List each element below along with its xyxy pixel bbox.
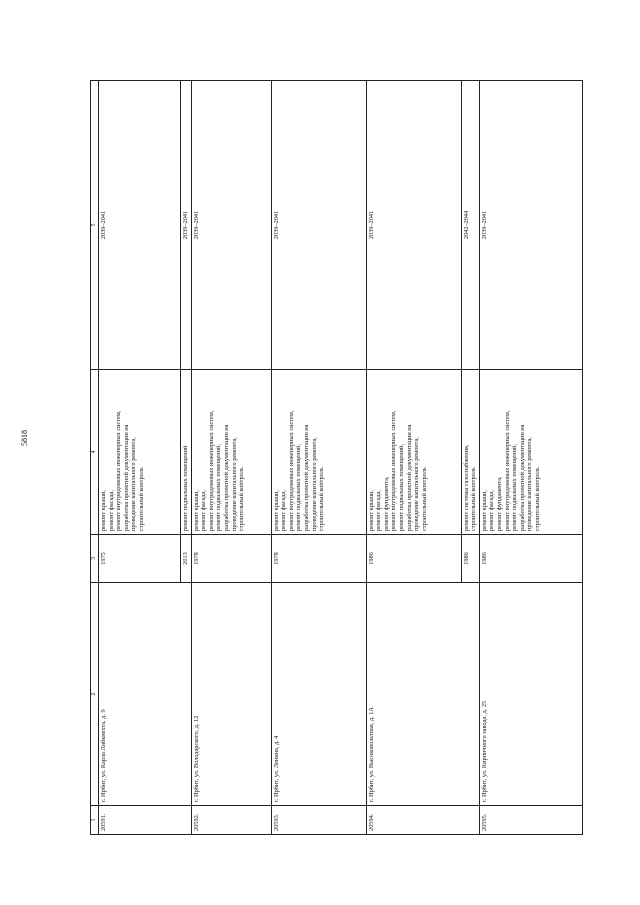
row-number: 20591. bbox=[99, 806, 192, 835]
work-item: разработка проектной документации на bbox=[405, 424, 413, 531]
work-item: ремонт внутридомовых инженерных систем, bbox=[390, 410, 398, 531]
works-list bbox=[479, 370, 582, 535]
work-item: строительный контроль bbox=[137, 467, 145, 531]
works-list bbox=[271, 370, 366, 535]
work-item: ремонт подвальных помещений bbox=[182, 445, 189, 531]
work-item: ремонт фасада, bbox=[280, 490, 288, 531]
works-list bbox=[366, 370, 461, 535]
column-number: 3 bbox=[91, 535, 99, 583]
work-item: ремонт подвальных помещений, bbox=[295, 444, 303, 531]
work-item: ремонт фасада, bbox=[488, 490, 496, 531]
table-row bbox=[99, 81, 181, 835]
work-item: ремонт фундамента, bbox=[495, 476, 503, 531]
work-item: проведение капитального ремонта, bbox=[310, 437, 318, 531]
column-number: 4 bbox=[91, 370, 99, 535]
repair-period: 2039–2041 bbox=[479, 81, 582, 370]
work-item: строительный контроль bbox=[470, 467, 478, 531]
work-item: ремонт внутридомовых инженерных систем, bbox=[503, 410, 511, 531]
works-list bbox=[99, 370, 181, 535]
work-item: разработка проектной документации на bbox=[518, 424, 526, 531]
work-item: разработка проектной документации на bbox=[302, 424, 310, 531]
work-item: ремонт крыши, bbox=[272, 489, 280, 531]
work-item: ремонт фасада, bbox=[107, 490, 115, 531]
repair-period: 2039–2041 bbox=[181, 81, 192, 370]
work-item: ремонт крыши, bbox=[480, 489, 488, 531]
work-item: разработка проектной документации на bbox=[222, 424, 230, 531]
work-item: ремонт фасада, bbox=[375, 490, 383, 531]
building-address: г. Ирбит, ул. Карла Либкнехта, д. 9 bbox=[99, 583, 192, 806]
work-item: ремонт крыши, bbox=[367, 489, 375, 531]
build-year: 1986 bbox=[366, 535, 461, 583]
work-item: проведение капитального ремонта, bbox=[230, 437, 238, 531]
work-item: проведение капитального ремонта, bbox=[130, 437, 138, 531]
row-number: 20595. bbox=[479, 806, 582, 835]
build-year: 1986 bbox=[479, 535, 582, 583]
repair-period: 2039–2041 bbox=[99, 81, 181, 370]
work-item: разработка проектной документации на bbox=[122, 424, 130, 531]
column-number-row bbox=[91, 81, 99, 835]
building-address: г. Ирбит, ул. Высоковольтная, д. 1А bbox=[366, 583, 479, 806]
table-row bbox=[366, 81, 461, 835]
work-item: строительный контроль bbox=[533, 467, 541, 531]
rotated-table-container bbox=[90, 80, 602, 835]
row-number: 20594. bbox=[366, 806, 479, 835]
work-item: ремонт системы газоснабжения, bbox=[462, 444, 470, 531]
work-item: ремонт подвальных помещений, bbox=[397, 444, 405, 531]
building-address: г. Ирбит, ул. Ленина, д. 4 bbox=[271, 583, 366, 806]
work-item: ремонт внутридомовых инженерных систем, bbox=[207, 410, 215, 531]
build-year: 1978 bbox=[271, 535, 366, 583]
row-number: 20593. bbox=[271, 806, 366, 835]
work-item: ремонт подвальных помещений, bbox=[215, 444, 223, 531]
table-row bbox=[479, 81, 582, 835]
work-item: ремонт внутридомовых инженерных систем, bbox=[115, 410, 123, 531]
repair-schedule-table bbox=[90, 80, 583, 835]
work-item: ремонт фасада, bbox=[200, 490, 208, 531]
repair-period: 2039–2041 bbox=[366, 81, 461, 370]
row-number: 20592. bbox=[191, 806, 271, 835]
column-number: 5 bbox=[91, 81, 99, 370]
build-year: 2013 bbox=[181, 535, 192, 583]
column-number: 2 bbox=[91, 583, 99, 806]
repair-period: 2039–2041 bbox=[271, 81, 366, 370]
table-row bbox=[271, 81, 366, 835]
work-item: строительный контроль bbox=[238, 467, 246, 531]
work-item: ремонт фундамента, bbox=[382, 476, 390, 531]
build-year: 1975 bbox=[99, 535, 181, 583]
work-item: строительный контроль bbox=[420, 467, 428, 531]
works-list bbox=[191, 370, 271, 535]
building-address: г. Ирбит, ул. Кирпичного завода, д. 25 bbox=[479, 583, 582, 806]
build-year: 1986 bbox=[461, 535, 479, 583]
work-item: проведение капитального ремонта, bbox=[413, 437, 421, 531]
building-address: г. Ирбит, ул. Володарского, д. 12 bbox=[191, 583, 271, 806]
work-item: ремонт внутридомовых инженерных систем, bbox=[287, 410, 295, 531]
work-item: строительный контроль bbox=[318, 467, 326, 531]
work-item: проведение капитального ремонта, bbox=[526, 437, 534, 531]
works-list bbox=[461, 370, 479, 535]
repair-period: 2042–2044 bbox=[461, 81, 479, 370]
table-row bbox=[191, 81, 271, 835]
work-item: ремонт крыши, bbox=[192, 489, 200, 531]
build-year: 1978 bbox=[191, 535, 271, 583]
repair-period: 2039–2041 bbox=[191, 81, 271, 370]
work-item: ремонт крыши, bbox=[100, 489, 107, 531]
works-list bbox=[181, 370, 192, 535]
column-number: 1 bbox=[91, 806, 99, 835]
page-number: 5818 bbox=[20, 430, 29, 446]
work-item: ремонт подвальных помещений, bbox=[511, 444, 519, 531]
